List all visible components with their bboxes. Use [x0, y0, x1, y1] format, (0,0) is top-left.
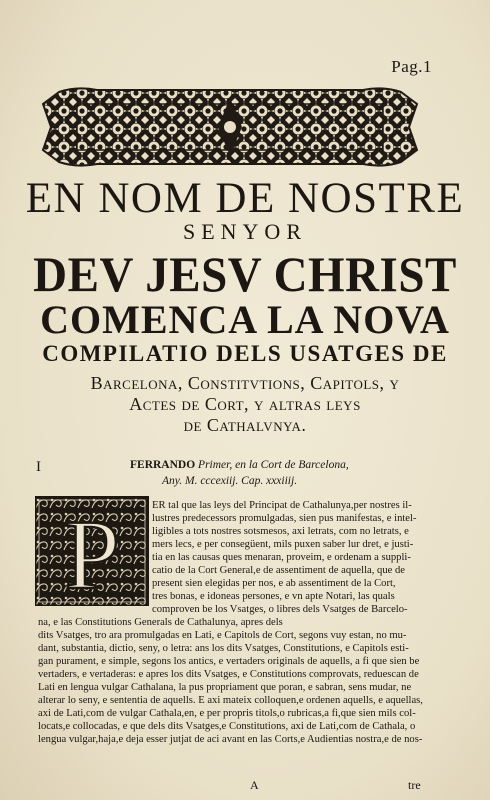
body-line: lengua vulgar,haja,e deja esser jutjat de aci avant en las Corts,e Audientias nostra,e de nos- — [38, 734, 423, 745]
body-line: Lati en lengua vulgar Cathalana, la pus propriament que poran, e sabran, sens mudar, ne — [38, 682, 412, 693]
body-line: catio de la Cort General,e de assentiment de aquella, que de — [152, 565, 405, 576]
page-number: Pag.1 — [391, 57, 432, 76]
title-line-8: de Cathalvnya. — [183, 415, 307, 435]
dropcap-letter: P — [64, 499, 120, 606]
title-line-6: Barcelona, Constitvtions, Capitols, y — [90, 373, 400, 393]
body-line: na, e las Constitutions Generals de Cathalunya, apres dels — [38, 617, 283, 628]
body-line: lustres predecessors promulgadas, sien pus manifestas, e intel- — [152, 513, 417, 524]
title-line-4: COMENCA LA NOVA — [40, 297, 450, 342]
title-line-3: DEV JESV CHRIST — [33, 247, 457, 303]
body-line: ER tal que las leys del Principat de Cathalunya,per nostres il- — [152, 500, 412, 511]
decorated-initial-p — [35, 496, 149, 606]
body-line: dant, substantia, dictio, seny, o letra: ans los dits Vsatges, Constitutions, e Capitols esti- — [38, 643, 409, 654]
body-line: dits Vsatges, tro ara promulgadas en Lati, e Capitols de Cort, segons vuy estan, no mu- — [38, 630, 407, 641]
marginal-number: I — [36, 459, 41, 475]
body-line: present sien elegidas per nos, e ab assentiment de la Cort, — [152, 578, 396, 589]
body-line: axi de Lati,com de vulgar Cathala,en, e per propris titols,o rubricas,a fi,que sien mils col- — [38, 708, 416, 719]
title-line-7: Actes de Cort, y altras leys — [129, 394, 361, 414]
heading-rest: Primer, en la Cort de Barcelona, — [195, 459, 349, 471]
body-line: tres bonas, e idoneas persones, e vn apte Notari, las quals — [152, 591, 395, 602]
section-heading-line-2: Any. M. cccexiij. Cap. xxxiiij. — [162, 475, 298, 487]
body-line: locats,e collocadas, e que dels dits Vsatges,e Constitutions, axi de Lati,com de Cathala, o — [38, 721, 416, 732]
body-line: comproven be los Vsatges, o libres dels Vsatges de Barcelo- — [152, 604, 408, 615]
catchword: tre — [408, 778, 421, 792]
body-line: alterar lo seny, e sententia de aquells. E axi mateix colloquen,e ordenen aquells, e aquellas, — [38, 695, 423, 706]
title-line-5: COMPILATIO DELS USATGES DE — [42, 341, 448, 366]
heading-name: FERRANDO — [130, 459, 196, 471]
body-line: gan purament, e simple, segons los antics, e vertaders originals de aquells, a fi que sien be — [38, 656, 420, 667]
body-line: tia en las causas ques menaran, proveim, e ordenam a suppli- — [152, 552, 411, 563]
section-heading — [130, 459, 349, 471]
ornamental-headpiece — [37, 84, 423, 170]
body-line: vertaders, e vertaderas: e apres los dits Vsatges, e Constitutions comprovats, reduescan de — [38, 669, 419, 680]
signature-mark: A — [250, 778, 259, 792]
title-line-1: EN NOM DE NOSTRE — [25, 175, 465, 222]
body-line: mers lecs, e per consegüent, mils puxen saber lur dret, e justi- — [152, 539, 414, 550]
body-line: ligibles a tots nostres sotsmesos, axi letrats, com no letrats, e — [152, 526, 409, 537]
title-line-2: SENYOR — [182, 219, 307, 244]
